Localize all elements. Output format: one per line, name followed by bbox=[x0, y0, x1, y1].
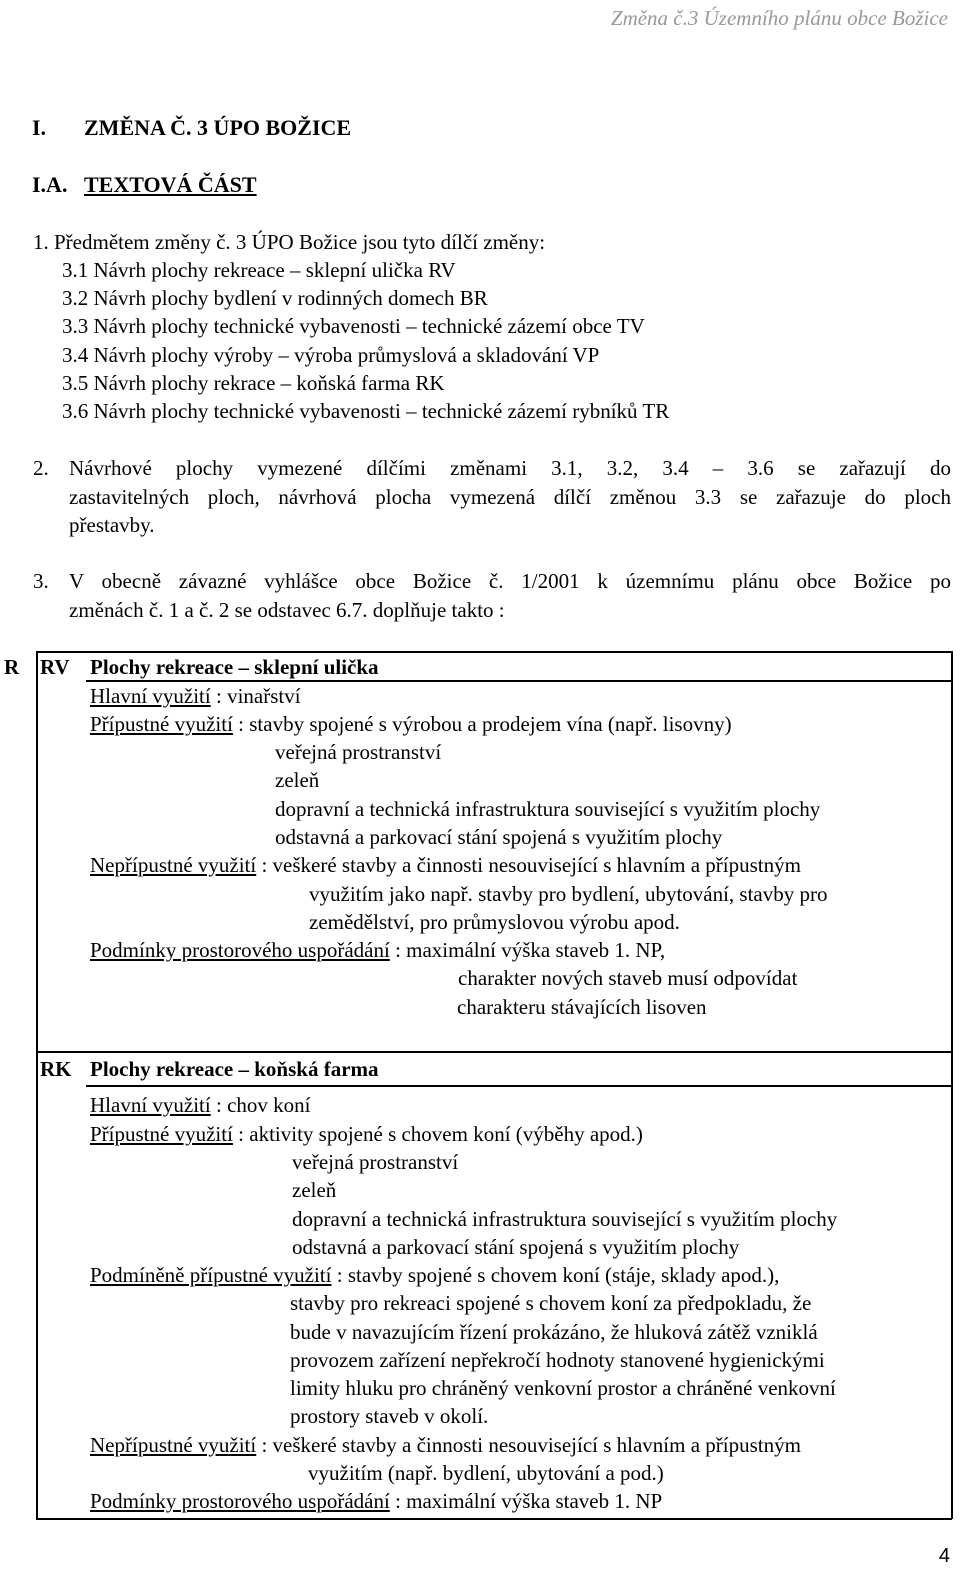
rv-rk-separator bbox=[36, 1051, 952, 1053]
rv-allowed-item: zeleň bbox=[275, 768, 320, 792]
paragraph-line: Návrhové plochy vymezené dílčími změnami 3.1, 3.2, 3.4 – 3.6 se zařazují do bbox=[69, 456, 951, 480]
rk-allowed-use-lead: : aktivity spojené s chovem koní (výběhy apod.) bbox=[232, 1122, 643, 1146]
rv-forbidden-use bbox=[90, 851, 801, 880]
item-3-number: 3. bbox=[33, 569, 49, 593]
rv-main-use-value: : vinařství bbox=[210, 684, 301, 708]
item-3-paragraph bbox=[33, 567, 951, 624]
rv-conditions-line: charakteru stávajících lisoven bbox=[457, 995, 707, 1019]
item-2-number: 2. bbox=[33, 456, 49, 480]
rk-conditional-use bbox=[90, 1261, 779, 1290]
rk-spatial-conditions bbox=[90, 1487, 662, 1516]
table-code-column-border bbox=[36, 651, 38, 1519]
paragraph-line: V obecně závazné vyhlášce obce Božice č. 1/2001 k územnímu plánu obce Božice po bbox=[69, 569, 951, 593]
rv-spatial-conditions bbox=[90, 936, 665, 965]
rk-allowed-item: zeleň bbox=[292, 1178, 337, 1202]
rv-code: RV bbox=[40, 655, 70, 679]
rk-main-use bbox=[90, 1091, 310, 1120]
rk-conditional-line: limity hluku pro chráněný venkovní prostor a chráněné venkovní bbox=[290, 1376, 836, 1400]
rv-allowed-use bbox=[90, 710, 732, 739]
rk-forbidden-use bbox=[90, 1431, 801, 1460]
rv-title: Plochy rekreace – sklepní ulička bbox=[90, 655, 379, 679]
item-2-paragraph bbox=[33, 454, 951, 540]
rk-title-underline bbox=[86, 1085, 952, 1087]
rk-conditional-use-line: : stavby spojené s chovem koní (stáje, sklady apod.), bbox=[331, 1263, 780, 1287]
subheading-number: I.A. bbox=[32, 172, 68, 197]
paragraph-line: zastavitelných ploch, návrhová plocha vymezená dílčí změnou 3.3 se zařazuje do ploch bbox=[69, 484, 951, 509]
rk-forbidden-use-line: : veškeré stavby a činnosti nesouvisející s hlavním a přípustným bbox=[256, 1433, 801, 1457]
change-list-item: 3.1 Návrh plochy rekreace – sklepní ulička RV bbox=[62, 258, 456, 282]
rk-allowed-item: odstavná a parkovací stání spojená s využitím plochy bbox=[292, 1235, 740, 1259]
rk-allowed-use-label: Přípustné využití bbox=[90, 1122, 233, 1146]
rk-forbidden-line: využitím (např. bydlení, ubytování a pod.) bbox=[308, 1461, 664, 1485]
rv-forbidden-use-line: : veškeré stavby a činnosti nesouvisející s hlavním a přípustným bbox=[256, 853, 801, 877]
rk-code: RK bbox=[40, 1057, 72, 1081]
rk-allowed-item: veřejná prostranství bbox=[292, 1150, 459, 1174]
heading-text-part bbox=[32, 171, 257, 200]
paragraph-line: změnách č. 1 a č. 2 se odstavec 6.7. doplňuje takto : bbox=[69, 597, 505, 622]
rk-spatial-conditions-label: Podmínky prostorového uspořádání bbox=[90, 1489, 390, 1513]
rv-forbidden-line: zemědělství, pro průmyslovou výrobu apod. bbox=[309, 910, 680, 934]
change-list-item: 3.4 Návrh plochy výroby – výroba průmyslová a skladování VP bbox=[62, 343, 600, 367]
running-header: Změna č.3 Územního plánu obce Božice bbox=[610, 6, 948, 30]
rv-forbidden-line: využitím jako např. stavby pro bydlení, ubytování, stavby pro bbox=[309, 882, 828, 906]
rk-forbidden-use-label: Nepřípustné využití bbox=[90, 1433, 257, 1457]
subheading-text: TEXTOVÁ ČÁST bbox=[84, 172, 257, 197]
heading-change-3 bbox=[32, 114, 351, 143]
change-list-item: 3.2 Návrh plochy bydlení v rodinných domech BR bbox=[62, 286, 488, 310]
rk-conditional-line: provozem zařízení nepřekročí hodnoty stanovené hygienickými bbox=[290, 1348, 825, 1372]
change-list-item: 3.5 Návrh plochy rekrace – koňská farma RK bbox=[62, 371, 445, 395]
rv-main-use bbox=[90, 682, 301, 711]
item-1-intro: 1. Předmětem změny č. 3 ÚPO Božice jsou tyto dílčí změny: bbox=[33, 230, 546, 254]
rk-conditional-line: stavby pro rekreaci spojené s chovem koní za předpokladu, že bbox=[290, 1291, 812, 1315]
rv-allowed-item: odstavná a parkovací stání spojená s využitím plochy bbox=[275, 825, 723, 849]
rk-title: Plochy rekreace – koňská farma bbox=[90, 1057, 379, 1081]
rk-conditional-use-label: Podmíněně přípustné využití bbox=[90, 1263, 332, 1287]
rv-spatial-conditions-line: : maximální výška staveb 1. NP, bbox=[389, 938, 666, 962]
change-list-item: 3.6 Návrh plochy technické vybavenosti – technické zázemí rybníků TR bbox=[62, 399, 670, 423]
rk-main-use-label: Hlavní využití bbox=[90, 1093, 211, 1117]
page-number: 4 bbox=[938, 1545, 950, 1567]
rv-allowed-use-label: Přípustné využití bbox=[90, 712, 233, 736]
rv-spatial-conditions-label: Podmínky prostorového uspořádání bbox=[90, 938, 390, 962]
paragraph-line: přestavby. bbox=[69, 513, 155, 537]
change-list-item: 3.3 Návrh plochy technické vybavenosti – technické zázemí obce TV bbox=[62, 314, 645, 338]
rk-conditional-line: prostory staveb v okolí. bbox=[290, 1404, 489, 1428]
rv-main-use-label: Hlavní využití bbox=[90, 684, 211, 708]
rv-conditions-line: charakter nových staveb musí odpovídat bbox=[458, 966, 798, 990]
heading-number: I. bbox=[32, 115, 47, 140]
rv-allowed-item: dopravní a technická infrastruktura související s využitím plochy bbox=[275, 797, 821, 821]
rk-conditional-line: bude v navazujícím řízení prokázáno, že hluková zátěž vzniklá bbox=[290, 1320, 818, 1344]
table-bottom-border bbox=[36, 1518, 952, 1520]
rk-main-use-value: : chov koní bbox=[210, 1093, 311, 1117]
heading-text: ZMĚNA Č. 3 ÚPO BOŽICE bbox=[84, 115, 352, 140]
rk-allowed-use bbox=[90, 1120, 643, 1149]
rk-spatial-conditions-value: : maximální výška staveb 1. NP bbox=[389, 1489, 663, 1513]
rv-allowed-use-lead: : stavby spojené s výrobou a prodejem vína (např. lisovny) bbox=[232, 712, 732, 736]
group-code-r: R bbox=[4, 655, 20, 679]
rv-forbidden-use-label: Nepřípustné využití bbox=[90, 853, 257, 877]
rk-allowed-item: dopravní a technická infrastruktura související s využitím plochy bbox=[292, 1207, 838, 1231]
rv-allowed-item: veřejná prostranství bbox=[275, 740, 442, 764]
